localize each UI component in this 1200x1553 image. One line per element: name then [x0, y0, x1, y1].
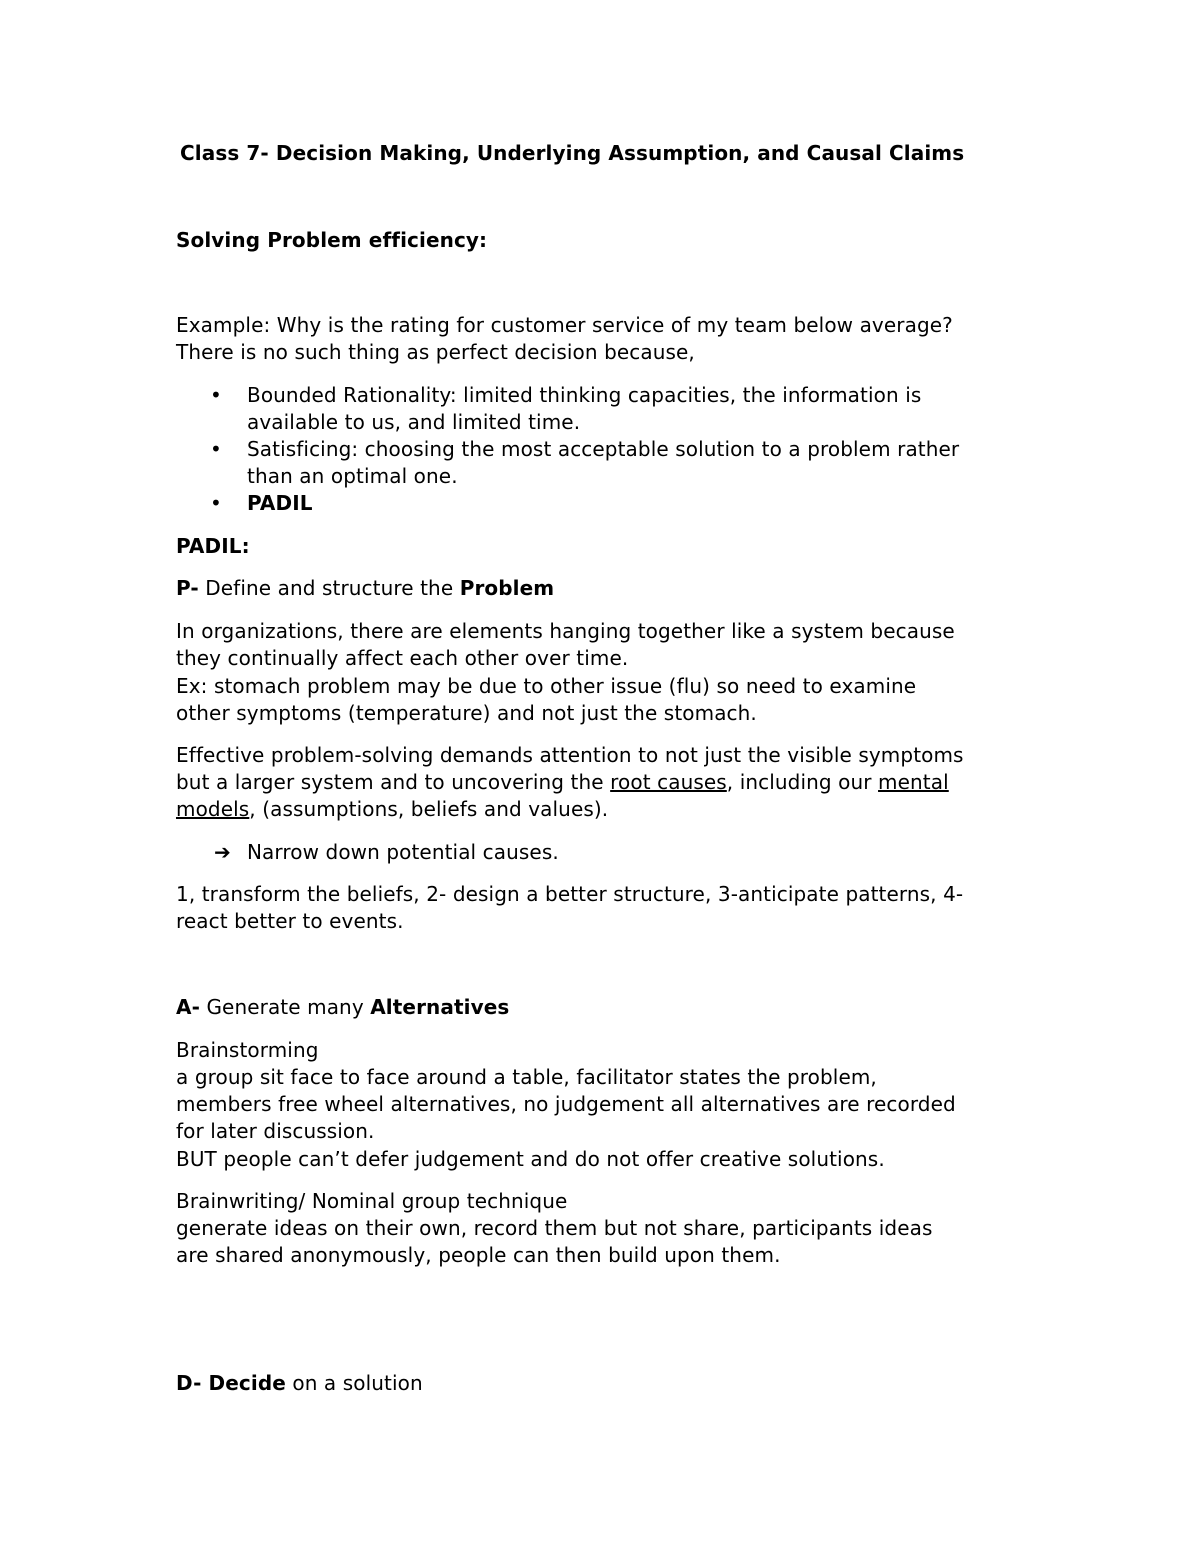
- bullet-marker: •: [210, 437, 222, 461]
- a-heading-text: Generate many: [199, 995, 371, 1019]
- bullet-satisficing-line2: than an optimal one.: [247, 464, 458, 488]
- a-prefix: A-: [176, 995, 200, 1019]
- steps-line2: react better to events.: [176, 909, 404, 933]
- p-heading-text: Define and structure the: [198, 576, 460, 600]
- d-keyword: Decide: [201, 1371, 286, 1395]
- bullet-bounded-line2: available to us, and limited time.: [247, 410, 581, 434]
- p-para2-line2: [176, 769, 949, 796]
- p-para1-line2: they continually affect each other over time.: [176, 646, 629, 670]
- brainwriting-line1: generate ideas on their own, record them but not share, participants ideas: [176, 1216, 933, 1240]
- brainstorming-line4: BUT people can’t defer judgement and do not offer creative solutions.: [176, 1147, 885, 1171]
- brainstorming-line1: a group sit face to face around a table, facilitator states the problem,: [176, 1065, 877, 1089]
- narrow-down-text: Narrow down potential causes.: [247, 840, 559, 864]
- page-title: Class 7- Decision Making, Underlying Assumption, and Causal Claims: [180, 141, 965, 165]
- brainwriting-title: Brainwriting/ Nominal group technique: [176, 1189, 568, 1213]
- p-para1-line4: other symptoms (temperature) and not just the stomach.: [176, 701, 757, 725]
- arrow-right-icon: ➔: [214, 840, 231, 864]
- p-para2-line3: [176, 796, 608, 823]
- p-para1-line3: Ex: stomach problem may be due to other issue (flu) so need to examine: [176, 674, 917, 698]
- d-heading-text: on a solution: [285, 1371, 423, 1395]
- d-prefix: D-: [176, 1371, 202, 1395]
- d-section-heading: [176, 1370, 423, 1397]
- brainstorming-title: Brainstorming: [176, 1038, 319, 1062]
- p-para2-text: but a larger system and to uncovering the: [176, 770, 611, 794]
- bullet-satisficing-line1: Satisficing: choosing the most acceptable solution to a problem rather: [247, 437, 960, 461]
- bullet-marker: •: [210, 383, 222, 407]
- mental-models-term: models: [176, 797, 250, 821]
- p-keyword: Problem: [459, 576, 555, 600]
- bullet-bounded-line1: Bounded Rationality: limited thinking capacities, the information is: [247, 383, 922, 407]
- steps-line1: 1, transform the beliefs, 2- design a better structure, 3-anticipate patterns, 4-: [176, 882, 964, 906]
- example-line: Example: Why is the rating for customer service of my team below average?: [176, 313, 953, 337]
- mental-models-term: mental: [878, 770, 949, 794]
- solving-heading: Solving Problem efficiency:: [176, 228, 488, 252]
- brainstorming-line2: members free wheel alternatives, no judgement all alternatives are recorded: [176, 1092, 956, 1116]
- p-prefix: P-: [176, 576, 199, 600]
- p-para2-line1: Effective problem-solving demands attention to not just the visible symptoms: [176, 743, 964, 767]
- no-perfect-line: There is no such thing as perfect decision because,: [176, 340, 695, 364]
- a-keyword: Alternatives: [370, 995, 510, 1019]
- p-para2-text: , including our: [726, 770, 879, 794]
- root-causes-term: root causes: [610, 770, 727, 794]
- brainwriting-line2: are shared anonymously, people can then build upon them.: [176, 1243, 781, 1267]
- a-section-heading: [176, 994, 509, 1021]
- p-section-heading: [176, 575, 554, 602]
- brainstorming-line3: for later discussion.: [176, 1119, 375, 1143]
- bullet-padil: PADIL: [247, 491, 313, 515]
- padil-heading: PADIL:: [176, 534, 250, 558]
- p-para1-line1: In organizations, there are elements hanging together like a system because: [176, 619, 955, 643]
- bullet-marker: •: [210, 491, 222, 515]
- p-para2-text: , (assumptions, beliefs and values).: [249, 797, 609, 821]
